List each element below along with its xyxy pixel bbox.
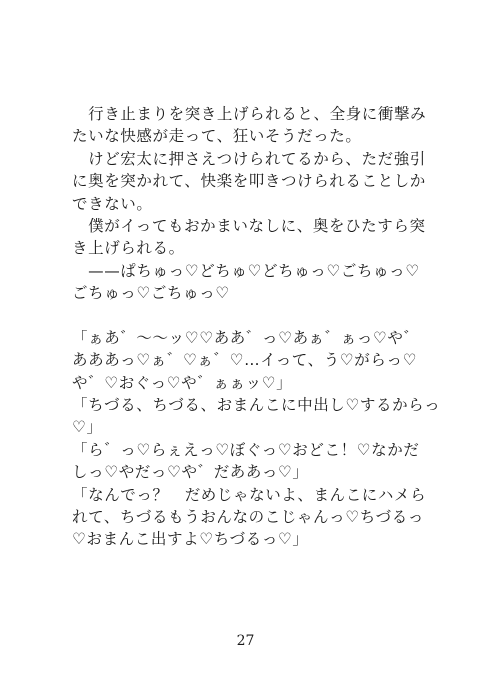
dialogue-line: 「ら゛っ♡らぇえっ♡ぼぐっ♡おどこ！♡なかだ xyxy=(72,440,420,459)
text-line: に奥を突かれて、快楽を叩きつけられることしか xyxy=(72,172,426,191)
page-number: 27 xyxy=(236,633,255,649)
text-line: できない。 xyxy=(72,194,153,213)
text-line: き上げられる。 xyxy=(72,239,185,258)
text-line: ごちゅっ♡ごちゅっ♡ xyxy=(72,284,230,303)
dialogue-line: 「ぁあ゛〜〜ッ♡♡ああ゛っ♡あぁ゛ぁっ♡や゛ xyxy=(72,328,420,347)
text-line: たいな快感が走って、狂いそうだった。 xyxy=(72,127,362,146)
dialogue-line: 「なんでっ？ だめじゃないよ、まんこにハメら xyxy=(72,485,427,504)
blank-line xyxy=(72,305,432,327)
dialogue-line: しっ♡やだっ♡や゛だああっ♡」 xyxy=(72,463,309,482)
dialogue-line: や゛♡おぐっ♡や゛ぁぁッ♡」 xyxy=(72,373,293,392)
body-text xyxy=(72,103,441,551)
dialogue-line: れて、ちづるもうおんなのこじゃんっ♡ちづるっ xyxy=(72,508,424,527)
dialogue-line: 「ちづる、ちづる、おまんこに中出し♡するからっ xyxy=(72,396,441,415)
text-line: けど宏太に押さえつけられてるから、ただ強引 xyxy=(72,149,426,168)
text-line: 僕がイってもおかまいなしに、奥をひたすら突 xyxy=(72,216,426,235)
text-line: 行き止まりを突き上げられると、全身に衝撃み xyxy=(72,105,427,123)
dialogue-line: ♡おまんこ出すよ♡ちづるっ♡」 xyxy=(72,530,309,549)
dialogue-line: あああっ♡ぁ゛♡ぁ゛♡…イって、う♡がらっ♡ xyxy=(72,351,418,370)
text-line: ——ぱちゅっ♡どちゅ♡どちゅっ♡ごちゅっ♡ xyxy=(72,261,420,280)
dialogue-line: ♡」 xyxy=(72,418,103,437)
